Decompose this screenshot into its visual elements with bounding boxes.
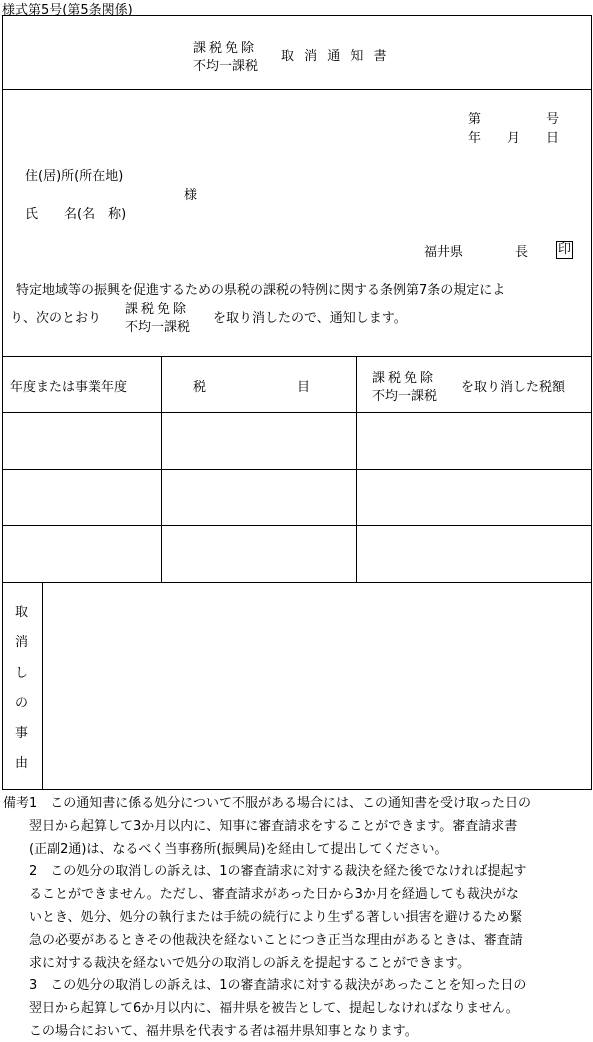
title-choice-bottom: 不均一課税	[193, 59, 259, 74]
col-header-amount: を取り消した税額	[461, 380, 566, 395]
note-line: この場合において、福井県を代表する者は福井県知事となります。	[3, 1024, 418, 1039]
reason-label-char: し	[15, 666, 29, 681]
note-line: 翌日から起算して3か月以内に、知事に審査請求をすることができます。審査請求書	[3, 818, 518, 834]
seal-stamp: 印	[557, 242, 571, 257]
body-text-line1: 特定地域等の振興を促進するための県税の課税の特例に関する条例第7条の規定によ	[3, 283, 506, 298]
col-header-choice-top: 課税免除	[372, 371, 437, 386]
form-label: 様式第5号(第5条関係)	[2, 3, 133, 18]
address-label: 住(居)所(所在地)	[25, 169, 124, 184]
note-line: 翌日から起算して6か月以内に、福井県を被告として、提起しなければなりません。	[3, 1001, 519, 1017]
table-row	[2, 525, 592, 526]
title-choice-top: 課税免除	[193, 41, 258, 56]
reason-label-char: 消	[15, 635, 29, 650]
note-line: 急の必要があるときその他裁決を経ないことにつき正当な理由があるときは、審査請	[3, 932, 523, 948]
body-text-line2-left: り、次のとおり	[10, 311, 102, 326]
issue-date: 年 月 日	[468, 131, 560, 146]
note-line: 2 この処分の取消しの訴えは、1の審査請求に対する裁決を経た後でなければ提起す	[3, 864, 527, 880]
reason-label-char: 由	[15, 756, 29, 771]
table-row	[2, 582, 592, 583]
name-label: 氏 名(名 称)	[25, 207, 127, 222]
body-choice-top: 課税免除	[125, 302, 190, 317]
document-number: 第 号	[468, 112, 560, 127]
note-line: 3 この処分の取消しの訴えは、1の審査請求に対する裁決があったことを知った日の	[3, 978, 527, 994]
reason-label-char: 取	[15, 605, 29, 620]
document-title: 取 消 通 知 書	[281, 49, 390, 64]
col-header-tax-item: 税 目	[193, 380, 311, 395]
issuer: 福井県 長	[424, 245, 529, 260]
note-line: ることができません。ただし、審査請求があった日から3か月を経過しても裁決がな	[3, 887, 519, 903]
divider	[2, 412, 592, 413]
table-row	[2, 469, 592, 470]
col-header-year: 年度または事業年度	[10, 380, 128, 395]
divider	[2, 356, 592, 357]
body-text-line2-right: を取り消したので、通知します。	[213, 311, 407, 326]
body-choice-bottom: 不均一課税	[125, 320, 191, 335]
reason-label-char: 事	[15, 726, 29, 741]
divider	[2, 89, 592, 90]
note-line: 求に対する裁決を経ないで処分の取消しの訴えを提起することができます。	[3, 955, 470, 971]
col-header-choice-bottom: 不均一課税	[372, 389, 438, 404]
reason-label-char: の	[15, 696, 29, 711]
reason-divider	[42, 582, 43, 790]
note-line: いとき、処分、処分の執行または手続の続行により生ずる著しい損害を避けるため緊	[3, 910, 523, 925]
honorific: 様	[184, 188, 198, 203]
note-line: 備考1 この通知書に係る処分について不服がある場合には、この通知書を受け取った日の	[3, 796, 532, 811]
note-line: (正副2通)は、なるべく当事務所(振興局)を経由して提出してください。	[3, 841, 448, 857]
